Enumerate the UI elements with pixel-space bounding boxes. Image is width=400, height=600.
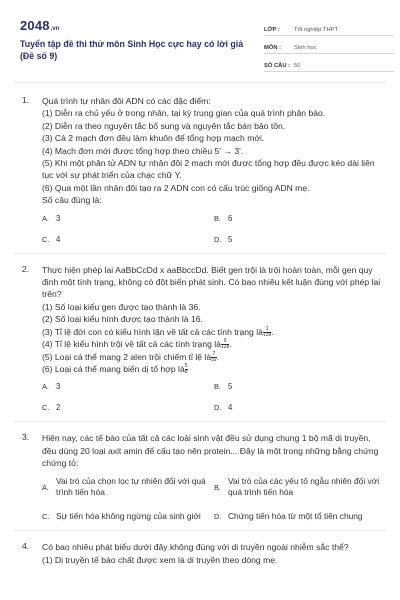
- fraction-numerator: 7: [212, 350, 216, 357]
- option-letter: C.: [42, 234, 50, 244]
- question-line: (2) Diễn ra theo nguyên tắc bổ sung và nguyên tắc bán bảo tồn.: [42, 120, 286, 131]
- question-line: (1) Di truyền tế bào chất được xem là di truyền theo dòng mẹ.: [42, 554, 278, 565]
- option-letter: D.: [214, 234, 222, 244]
- option-letter: D.: [214, 512, 222, 522]
- document-title: Tuyển tập đề thi thử môn Sinh Học cực hay có lời giả (Đề số 9): [20, 39, 244, 61]
- meta-info: [264, 20, 394, 74]
- option-text: 5: [228, 234, 233, 244]
- question-line: (3) Tỉ lệ đời con có kiểu hình lặn về tất cả các tính trạng là $\frac{1}{128}$ .: [42, 325, 274, 338]
- question-4: [14, 531, 386, 574]
- answer-options: [42, 381, 386, 413]
- question-line: (2) Số loại kiểu hình được tạo thành là 16.: [42, 314, 203, 325]
- question-line: (4) Tỉ lệ kiểu hình trội về tất cả các tính trạng là $\frac{9}{128}$ .: [42, 338, 232, 351]
- statement-text: (3) Tỉ lệ đời con có kiểu hình lặn về tất cả các tính trạng là: [42, 326, 263, 337]
- question-2: [14, 254, 386, 422]
- brand-suffix: .vn: [50, 26, 60, 32]
- option-letter: C.: [42, 512, 50, 522]
- fraction: [263, 327, 271, 338]
- option-letter: A.: [42, 482, 49, 492]
- option-b[interactable]: [214, 381, 386, 392]
- statement-text: (4) Tỉ lệ kiểu hình trội về tất cả các tính trạng là: [42, 339, 221, 350]
- fraction-numerator: 5: [184, 363, 188, 370]
- option-d[interactable]: [214, 234, 386, 245]
- question-1: [14, 83, 386, 253]
- option-letter: B.: [214, 382, 221, 392]
- fraction-denominator: 32: [211, 356, 217, 363]
- option-letter: B.: [214, 482, 221, 492]
- question-3: [14, 422, 386, 530]
- meta-value: 50: [294, 63, 301, 69]
- option-text: 6: [228, 213, 233, 223]
- question-line: (1) Diễn ra chủ yếu ở trong nhân, tại kỳ trung gian của quá trình phân bào.: [42, 108, 326, 119]
- meta-label: SỐ CÂU :: [264, 63, 291, 69]
- meta-row-count: [264, 56, 394, 72]
- option-c[interactable]: [42, 402, 214, 413]
- option-text: 3: [56, 382, 61, 392]
- meta-value: Tốt nghiệp THPT: [294, 27, 339, 33]
- header: [14, 12, 386, 82]
- option-text: 4: [56, 234, 61, 244]
- question-text: Hiện nay, các tế bào của tất cả các loài sinh vật đều sử dụng chung 1 bộ mã di truyền, đều dùng 20 loại axit amin để cấu tạo nên protein... Đây là một trong những bằng chứng chứng tỏ:: [42, 433, 379, 469]
- question-line: (4) Mạch đơn mới được tổng hợp theo chiều 5' → 3'.: [42, 145, 244, 156]
- option-a[interactable]: [42, 213, 214, 224]
- meta-row-class: [264, 20, 394, 36]
- option-text: 5: [228, 382, 233, 392]
- question-number: 3.: [22, 432, 30, 443]
- option-d[interactable]: [214, 402, 386, 413]
- option-letter: C.: [42, 403, 50, 413]
- question-line: (6) Qua một lần nhân đôi tạo ra 2 ADN con có cấu trúc giống ADN mẹ.: [42, 182, 310, 193]
- meta-value: Sinh học: [294, 45, 317, 51]
- question-number: 2.: [22, 263, 30, 274]
- option-d[interactable]: [214, 511, 386, 523]
- option-text: 3: [56, 213, 61, 223]
- question-line: (5) Khi một phân tử ADN tự nhân đôi 2 mạch mới được tổng hợp đều được kéo dài liên tục với sự phát triển của chạc chữ Y.: [42, 158, 375, 181]
- fraction: [185, 364, 188, 375]
- meta-row-subject: [264, 38, 394, 54]
- answer-options: [42, 213, 386, 245]
- brand-name: 2048: [20, 18, 50, 33]
- fraction: [211, 352, 217, 363]
- answer-options: [42, 476, 386, 523]
- option-letter: A.: [42, 382, 49, 392]
- question-text: Quá trình tự nhân đôi ADN có các đặc điểm:: [42, 96, 211, 106]
- option-text: Chứng tiến hóa từ một tổ tiên chung: [228, 510, 363, 521]
- option-text: 4: [228, 403, 233, 413]
- question-line: (3) Cả 2 mạch đơn đều làm khuôn để tổng hợp mạch mới.: [42, 133, 265, 144]
- option-a[interactable]: [42, 381, 214, 392]
- option-c[interactable]: [42, 511, 214, 523]
- question-text: Thực hiện phép lai AaBbCcDd x aaBbccDd. Biết gen trội là trội hoàn toàn, mỗi gen quy định một tính trạng, không có đột biến phát sinh. Có bao nhiêu kết luận đúng với phép lai trên?: [42, 264, 381, 300]
- question-number: 4.: [22, 541, 30, 552]
- question-line: (1) Số loại kiểu gen được tạo thành là 36.: [42, 301, 201, 312]
- meta-label: MÔN :: [264, 45, 282, 51]
- option-text: 2: [56, 403, 61, 413]
- brand-logo[interactable]: [20, 18, 59, 33]
- fraction-denominator: 8: [184, 369, 188, 376]
- question-number: 1.: [22, 95, 30, 105]
- option-text: Vai trò của chọn lọc tự nhiên đối với quá trình tiến hóa: [56, 475, 206, 498]
- meta-label: LỚP :: [264, 27, 280, 33]
- statement-text: (6) Loại cá thể mang biến dị tổ hợp là: [42, 363, 185, 374]
- option-letter: D.: [214, 403, 222, 413]
- question-text: Có bao nhiêu phát biểu dưới đây không đúng với di truyền ngoài nhiễm sắc thể?: [42, 542, 349, 553]
- question-line: (5) Loại cá thể mang 2 alen trội chiếm tỉ lệ là $\frac{7}{32}$ .: [42, 350, 220, 363]
- option-letter: A.: [42, 213, 49, 223]
- option-b[interactable]: [214, 476, 386, 499]
- fraction-numerator: 9: [221, 339, 229, 345]
- statement-text: (5) Loại cá thể mang 2 alen trội chiếm tỉ lệ là: [42, 351, 212, 362]
- fraction-numerator: 1: [263, 327, 271, 333]
- option-b[interactable]: [214, 213, 386, 224]
- option-letter: B.: [214, 213, 221, 223]
- option-text: Vai trò của các yếu tố ngẫu nhiên đối với quá trình tiến hóa: [228, 475, 380, 498]
- option-c[interactable]: [42, 234, 214, 245]
- fraction-denominator: 128: [262, 331, 272, 338]
- option-text: Sự tiến hóa không ngừng của sinh giới: [56, 510, 201, 521]
- question-line: Số câu đúng là:: [42, 195, 102, 206]
- fraction: [221, 339, 229, 350]
- question-line: [42, 363, 386, 375]
- option-a[interactable]: [42, 476, 214, 499]
- fraction-denominator: 128: [220, 344, 230, 351]
